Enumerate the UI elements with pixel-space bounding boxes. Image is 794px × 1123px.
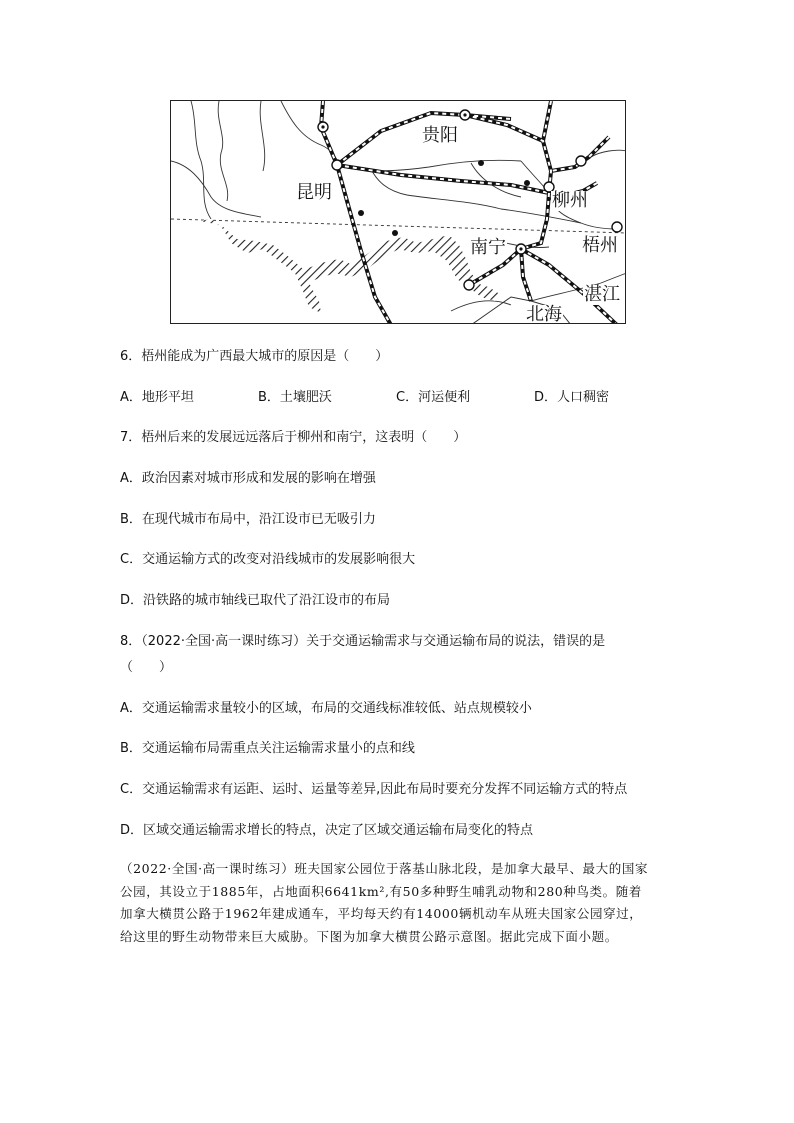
railway-map — [170, 100, 626, 324]
map-label-zhanjiang: 湛江 — [584, 284, 620, 305]
question-6-option-a[interactable]: A．地形平坦 — [120, 390, 194, 405]
question-7-option-c[interactable]: C．交通运输方式的改变对沿线城市的发展影响很大 — [120, 552, 416, 567]
question-8-stem: 8．（2022·全国·高一课时练习）关于交通运输需求与交通运输布局的说法，错误的是 — [120, 634, 606, 649]
reading-passage — [120, 858, 680, 948]
question-6-option-b[interactable]: B．土壤肥沃 — [258, 390, 332, 405]
tropic-line — [171, 219, 626, 233]
map-graphic — [171, 101, 626, 324]
map-label-nanning: 南宁 — [470, 237, 506, 258]
question-8-option-c[interactable]: C．交通运输需求有运距、运时、运量等差异,因此布局时要充分发挥不同运输方式的特点 — [120, 782, 628, 797]
map-label-beihai: 北海 — [526, 304, 562, 324]
question-6-option-c[interactable]: C．河运便利 — [396, 390, 471, 405]
map-label-wuzhou: 梧州 — [582, 235, 618, 256]
passage-line-2: 公园，其设立于1885年，占地面积6641km²,有50多种野生哺乳动物和280种鸟类。随着 — [120, 883, 642, 899]
question-8-option-b[interactable]: B．交通运输布局需重点关注运输需求量小的点和线 — [120, 741, 415, 756]
map-label-guiyang: 贵阳 — [422, 125, 458, 146]
question-7-stem: 7．梧州后来的发展远远落后于柳州和南宁，这表明（ ） — [120, 430, 467, 445]
question-8-option-d[interactable]: D．区域交通运输需求增长的特点，决定了区域交通运输布局变化的特点 — [120, 823, 534, 838]
question-6-stem: 6．梧州能成为广西最大城市的原因是（ ） — [120, 349, 389, 364]
question-8-option-a[interactable]: A．交通运输需求量较小的区域，布局的交通线标准较低、站点规模较小 — [120, 701, 532, 716]
passage-line-3: 加拿大横贯公路于1962年建成通车，平均每天约有14000辆机动车从班夫国家公园穿过， — [120, 906, 643, 921]
map-label-kunming: 昆明 — [296, 182, 332, 203]
map-label-liuzhou: 柳州 — [552, 190, 588, 211]
passage-line-4: 给这里的野生动物带来巨大威胁。下图为加拿大横贯公路示意图。据此完成下面小题。 — [120, 928, 618, 944]
question-7-option-d[interactable]: D．沿铁路的城市轴线已取代了沿江设市的布局 — [120, 593, 391, 608]
question-6-option-d[interactable]: D．人口稠密 — [534, 390, 610, 405]
question-7-option-a[interactable]: A．政治因素对城市形成和发展的影响在增强 — [120, 471, 376, 486]
question-7-option-b[interactable]: B．在现代城市布局中，沿江设市已无吸引力 — [120, 512, 376, 527]
border-hatching — [199, 219, 501, 313]
passage-line-1: （2022·全国·高一课时练习）班夫国家公园位于落基山脉北段，是加拿大最早、最大的国家 — [120, 861, 649, 876]
question-8-stem-bracket: （ ） — [120, 660, 173, 675]
